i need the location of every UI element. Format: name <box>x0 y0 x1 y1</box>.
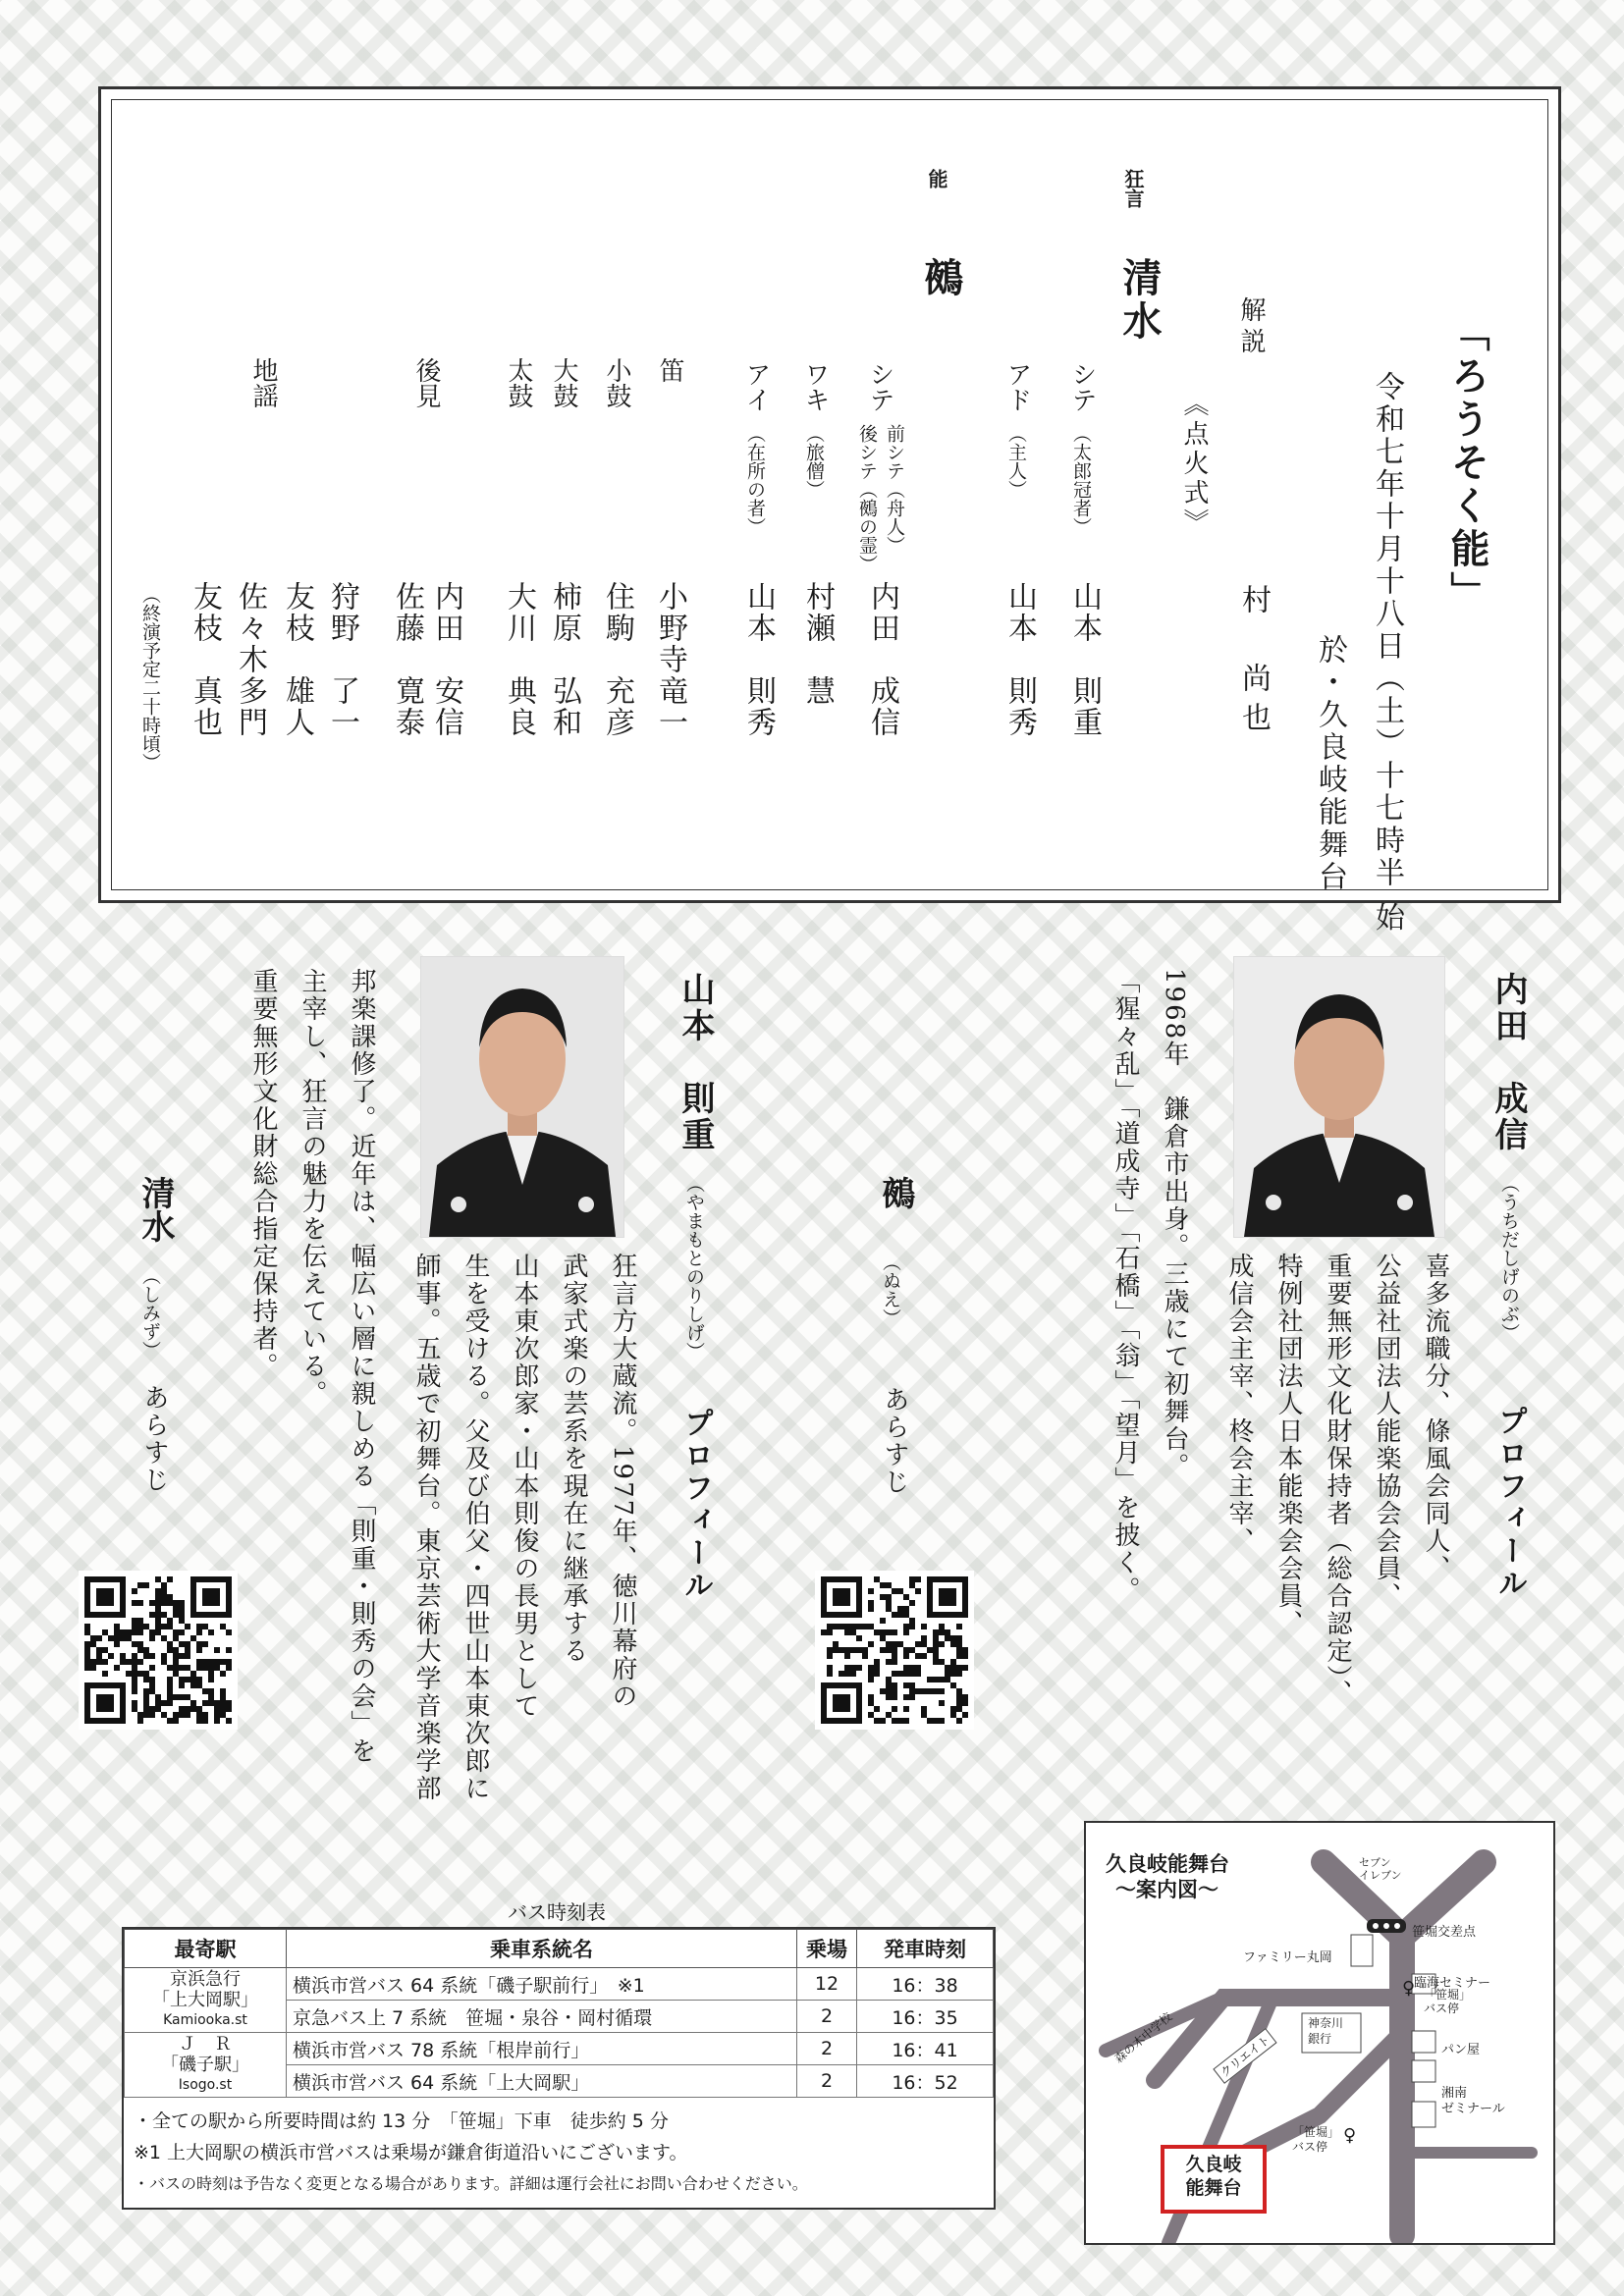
noh-label: 能 <box>925 169 948 188</box>
profile-uchida-reading: （うちだしげのぶ） <box>1498 1174 1520 1342</box>
jiutai-name: 友枝 真也 <box>188 581 222 738</box>
station-name: 「上大岡駅」 <box>152 1990 258 2010</box>
jiutai-label: 地謡 <box>248 357 278 408</box>
cast-name: 山本 則秀 <box>1002 581 1037 738</box>
profile-uchida-line: 成信会主宰、柊会主宰、 <box>1224 1253 1254 1555</box>
cast-role-sub: 後シテ（鵺の霊） <box>856 424 878 573</box>
bus-notes <box>124 2098 994 2208</box>
profile-yamamoto-line: 生を受ける。父及び伯父・四世山本東次郎に <box>460 1253 490 1802</box>
map-subtitle: 〜案内図〜 <box>1115 1878 1218 1901</box>
musician-name: 小野寺竜一 <box>653 581 687 738</box>
cast-name: 内田 成信 <box>865 581 899 738</box>
musician-role: 太鼓 <box>504 357 533 408</box>
station-name: 京浜急行 <box>170 1969 241 1990</box>
qr-code-shimizu[interactable] <box>79 1571 238 1730</box>
musician-name: 住駒 充彦 <box>600 581 634 738</box>
profile-uchida-line: 1968年 鎌倉市出身。三歳にて初舞台。 <box>1160 968 1189 1481</box>
route-cell: 京急バス上 7 系統 笹堀・泉谷・岡村循環 <box>287 2001 797 2033</box>
profile-uchida-name: 内田 成信 <box>1489 972 1528 1153</box>
map-label-bakery: パン屋 <box>1441 2043 1481 2057</box>
bus-header: 乗場 <box>797 1930 857 1968</box>
cast-role: シテ <box>1067 361 1097 412</box>
cast-role: ワキ <box>800 361 830 412</box>
platform-cell: 2 <box>797 2065 857 2098</box>
jiutai-name: 友枝 雄人 <box>280 581 314 738</box>
map-label-create: クリエイト <box>1213 2028 1276 2084</box>
bus-header: 発車時刻 <box>857 1930 994 1968</box>
portrait-uchida <box>1233 956 1445 1238</box>
table-row <box>125 1968 994 2001</box>
cast-name: 山本 則重 <box>1067 581 1102 738</box>
qr-code-nue[interactable] <box>815 1571 974 1730</box>
time-cell: 16：38 <box>857 1968 994 2001</box>
route-cell: 横浜市営バス 78 系統「根岸前行」 <box>287 2033 797 2065</box>
profile-yamamoto-line: 山本東次郎家・山本則俊の長男として <box>510 1253 539 1720</box>
platform-cell: 2 <box>797 2033 857 2065</box>
event-title: 「ろうそく能」 <box>1444 312 1490 614</box>
synopsis-nue-title: 鵺 <box>876 1176 915 1209</box>
bus-stop-icon: ♀ <box>1343 2125 1357 2146</box>
jiutai-name: 狩野 了一 <box>325 581 359 738</box>
time-cell: 16：52 <box>857 2065 994 2098</box>
profile-uchida-line: 公益社団法人能楽協会会員、 <box>1372 1253 1401 1610</box>
end-note: （終演予定二十時頃） <box>139 585 161 772</box>
platform-cell: 2 <box>797 2001 857 2033</box>
event-date: 令和七年十月十八日（土）十七時半 始 <box>1370 371 1404 934</box>
map-label-shonan: 湘南 ゼミナール <box>1441 2086 1505 2116</box>
tenkashiki: 《点火式》 <box>1179 391 1209 538</box>
bus-note: ・全ての駅から所要時間は約 13 分 「笹堀」下車 徒歩約 5 分 <box>134 2110 669 2132</box>
station-roman: Kamiooka.st <box>163 2012 247 2028</box>
bus-header: 最寄駅 <box>125 1930 287 1968</box>
portrait-yamamoto <box>420 956 624 1238</box>
map-destination: 久良岐 能舞台 <box>1161 2145 1267 2214</box>
station-roman: Isogo.st <box>178 2077 233 2093</box>
musician-name: 柿原 弘和 <box>547 581 581 738</box>
profile-yamamoto-line: 主宰し、狂言の魅力を伝えている。 <box>298 968 327 1408</box>
musician-role: 小鼓 <box>602 357 631 408</box>
map-label-bus-stop: 「笹堀」 バス停 <box>1292 2125 1340 2154</box>
map-label-bus-stop: 「笹堀」 バス停 <box>1424 1988 1472 2015</box>
map-label-family: ファミリー丸岡 <box>1243 1950 1332 1965</box>
synopsis-nue-reading: （ぬえ） <box>880 1253 901 1327</box>
profile-yamamoto-line: 武家式楽の芸系を現在に継承する <box>559 1253 588 1665</box>
cast-name: 山本 則秀 <box>741 581 776 738</box>
station-name: Ｊ Ｒ <box>179 2034 232 2055</box>
koken-label: 後見 <box>411 357 441 408</box>
profile-yamamoto-line: 邦楽課修了。近年は、幅広い層に親しめる「則重・則秀の会」を <box>347 968 376 1765</box>
map-label-seven-eleven: セブン イレブン <box>1359 1856 1402 1882</box>
profile-uchida-line: 重要無形文化財保持者（総合認定）、 <box>1323 1253 1352 1707</box>
station-cell <box>125 1968 287 2033</box>
cast-role-sub: （旅僧） <box>803 424 825 499</box>
kyogen-label: 狂言 <box>1121 169 1145 208</box>
profile-yamamoto-line: 重要無形文化財総合指定保持者。 <box>248 968 278 1380</box>
cast-role-sub: （主人） <box>1005 424 1027 499</box>
route-cell: 横浜市営バス 64 系統「上大岡駅」 <box>287 2065 797 2098</box>
profile-uchida-line: 特例社団法人日本能楽会会員、 <box>1273 1253 1303 1637</box>
station-cell <box>125 2033 287 2098</box>
table-row <box>125 2033 994 2065</box>
cast-role: シテ <box>865 361 894 412</box>
cast-role: アド <box>1002 361 1032 412</box>
event-venue: 於・久良岐能舞台 <box>1313 634 1347 893</box>
bus-header: 乗車系統名 <box>287 1930 797 1968</box>
synopsis-shimizu-reading: （しみず） <box>139 1266 161 1360</box>
bus-note: ※1 上大岡駅の横浜市営バスは乗場が鎌倉街道沿いにございます。 <box>134 2142 688 2163</box>
map-title: 久良岐能舞台 <box>1106 1852 1229 1876</box>
cast-role-sub: （在所の者） <box>744 424 766 536</box>
koken-name: 佐藤 寛泰 <box>390 581 424 738</box>
koken-name: 内田 安信 <box>429 581 463 738</box>
time-cell: 16：41 <box>857 2033 994 2065</box>
synopsis-shimizu-suffix: あらすじ <box>139 1384 169 1494</box>
noh-title: 鵺 <box>918 257 964 296</box>
profile-yamamoto-line: 狂言方大蔵流。1977年、徳川幕府の <box>608 1253 637 1711</box>
station-name: 「磯子駅」 <box>161 2055 249 2075</box>
map-label-seminar: 臨海セミナー <box>1414 1976 1491 1991</box>
kaisetsu-name: 村 尚也 <box>1236 584 1271 741</box>
cast-role-sub: （太郎冠者） <box>1070 424 1092 536</box>
cast-role-sub: 前シテ（舟人） <box>884 424 905 555</box>
profile-yamamoto-reading: （やまもとのりしげ） <box>683 1174 705 1361</box>
jiutai-name: 佐々木多門 <box>233 581 267 738</box>
profile-uchida-line: 喜多流職分、條風会同人、 <box>1421 1253 1450 1582</box>
route-cell: 横浜市営バス 64 系統「磯子駅前行」 ※1 <box>287 1968 797 2001</box>
bus-timetable <box>122 1927 996 2210</box>
access-map <box>1084 1821 1555 2245</box>
kaisetsu-label: 解説 <box>1236 296 1266 359</box>
musician-role: 大鼓 <box>549 357 578 408</box>
map-label-school: 森の木中学校 <box>1111 2009 1175 2066</box>
profile-yamamoto-line: 師事。五歳で初舞台。東京芸術大学音楽学部 <box>411 1253 441 1802</box>
time-cell: 16：35 <box>857 2001 994 2033</box>
profile-yamamoto-name: 山本 則重 <box>676 972 715 1153</box>
musician-name: 大川 典良 <box>502 581 536 738</box>
cast-name: 村瀬 慧 <box>800 581 835 707</box>
musician-role: 笛 <box>655 357 684 383</box>
platform-cell: 12 <box>797 1968 857 2001</box>
bus-stop-icon: ♀ <box>1402 1978 1416 1999</box>
bus-note: ・バスの時刻は予告なく変更となる場合があります。詳細は運行会社にお問い合わせください。 <box>134 2174 808 2193</box>
profile-uchida-line: 「猩々乱」「道成寺」「石橋」「翁」「望月」を披く。 <box>1110 968 1140 1604</box>
synopsis-nue-suffix: あらすじ <box>880 1386 909 1496</box>
profile-yamamoto-suffix: プロフィール <box>678 1408 713 1602</box>
map-label-bank: 神奈川 銀行 <box>1308 2016 1344 2046</box>
bus-caption: バス時刻表 <box>508 1900 606 1924</box>
kyogen-title: 清水 <box>1116 257 1163 344</box>
profile-uchida-suffix: プロフィール <box>1492 1406 1527 1600</box>
cast-role: アイ <box>741 361 771 412</box>
map-label-crossing: 笹堀交差点 <box>1412 1925 1477 1940</box>
synopsis-shimizu-title: 清水 <box>135 1176 175 1243</box>
